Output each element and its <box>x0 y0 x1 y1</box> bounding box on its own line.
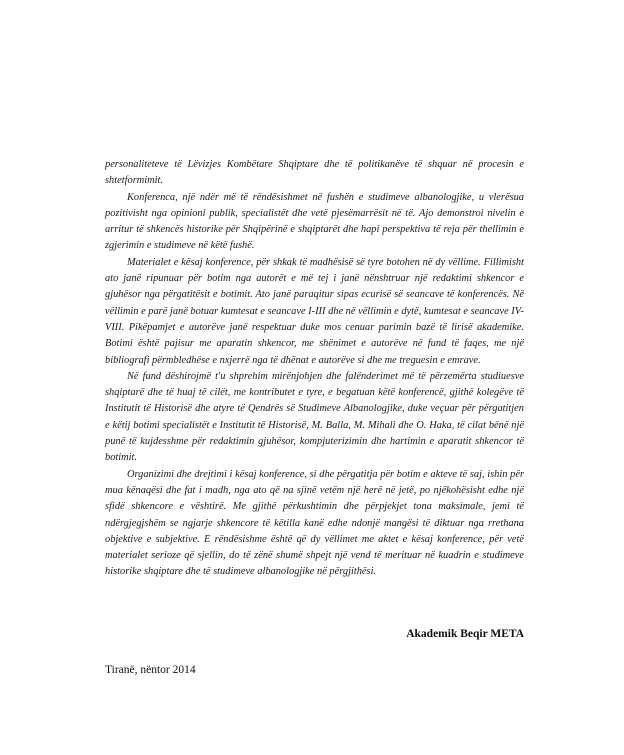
paragraph-organization: Organizimi dhe drejtimi i kësaj konference, si dhe përgatitja për botim e akteve të saj, ishin për mua kënaqësi dhe fat i madh, nga ato që na sjinë vetëm një herë në jetë, po njëkohësisht edhe një sfidë shkencore e vështirë. Me gjithë përkushtimin dhe përpjekjet tona maksimale, jemi të ndërgjegjshëm se ngjarje shkencore të këtilla kanë edhe ndonjë mangësi të diktuar nga rrethana objektive e subjektive. E rëndësishme është që dy vëllimet me aktet e kësaj konference, për vetë materialet serioze që sjellin, do të zënë shumë shpejt një vend të merituar në kuadrin e studimeve historike shqiptare dhe të studimeve albanologjike në përgjithësi. <box>105 468 524 578</box>
paragraph-materials: Materialet e kësaj konference, për shkak të madhësisë së tyre botohen në dy vëllime. Fillimisht ato janë ripunuar për botim nga autorët e më tej i janë nënshtruar një redaktimi shkencor e gjuhësor nga përgatitësit e botimit. Ato janë paraqitur sipas ecurisë së seancave të konferencës. Në vëllimin e parë janë botuar kumtesat e seancave I-III dhe në vëllimin e dytë, kumtesat e seancave IV-VIII. Pikëpamjet e autorëve janë respektuar duke mos cenuar parimin bazë të lirisë akademike. Botimi është pajisur me aparatin shkencor, me shënimet e autorëve në fund të faqes, me një bibliografi përmbledhëse e nxjerrë nga të dhënat e autorëve si dhe me treguesin e emrave. <box>105 256 524 366</box>
body-text <box>105 157 524 581</box>
paragraph-conference: Konferenca, një ndër më të rëndësishmet në fushën e studimeve albanologjike, u vlerësua pozitivisht nga opinioni publik, specialistët dhe vetë pjesëmarrësit në të. Ajo demonstroi nivelin e arritur të shkencës historike për Shqipërinë e shqiptarët dhe hapi perspektiva të reja për thellimin e zgjerimin e studimeve në këtë fushë. <box>105 191 524 252</box>
place-date: Tiranë, nëntor 2014 <box>105 664 196 676</box>
paragraph-acknowledgements: Në fund dëshirojmë t'u shprehim mirënjohjen dhe falënderimet më të përzemërta studiuesve shqiptarë dhe të huaj të cilët, me kontributet e tyre, e begatuan këtë konferencë, gjithë kolegëve të Institutit të Historisë dhe atyre të Qendrës së Studimeve Albanologjike, duke veçuar për përgatitjen e këtij botimi specialistët e Institutit të Historisë, M. Balla, M. Mihali dhe O. Haka, të cilat bënë një punë të kujdesshme për redaktimin gjuhësor, kompjuterizimin dhe hartimin e aparatit shkencor të botimit. <box>105 370 524 464</box>
paragraph-continuation: personaliteteve të Lëvizjes Kombëtare Shqiptare dhe të politikanëve të shquar në procesin e shtetformimit. <box>105 159 524 187</box>
author-signature: Akademik Beqir META <box>406 628 524 640</box>
